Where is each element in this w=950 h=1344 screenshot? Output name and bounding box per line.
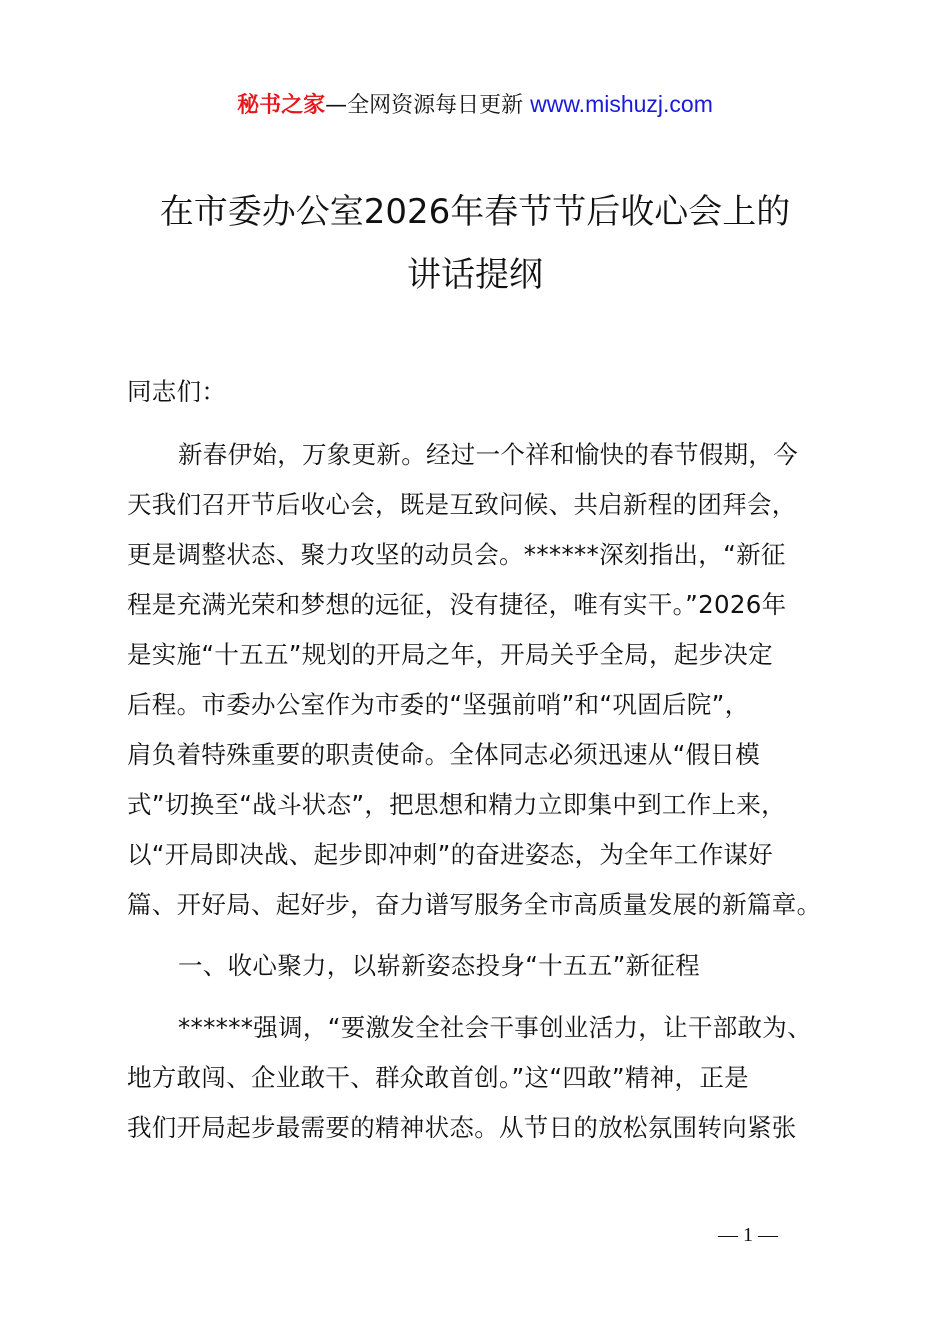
salutation: 同志们： xyxy=(127,377,227,406)
paragraph-line: 是实施“十五五”规划的开局之年，开局关乎全局，起步决定 xyxy=(127,640,773,669)
document-title-line-2: 讲话提纲 xyxy=(407,255,543,295)
paragraph-line: 肩负着特殊重要的职责使命。全体同志必须迅速从“假日模 xyxy=(127,740,760,769)
header-url[interactable]: www.mishuzj.com xyxy=(530,91,713,117)
site-header xyxy=(0,88,950,119)
document-title-line-1: 在市委办公室2026年春节节后收心会上的 xyxy=(159,192,791,232)
paragraph-line: ******强调，“要激发全社会干事创业活力，让干部敢为、 xyxy=(178,1013,812,1042)
paragraph-line: 我们开局起步最需要的精神状态。从节日的放松氛围转向紧张 xyxy=(127,1113,797,1142)
paragraph-line: 更是调整状态、聚力攻坚的动员会。******深刻指出，“新征 xyxy=(127,540,786,569)
brand-name: 秘书之家 xyxy=(237,93,326,118)
paragraph-line: 天我们召开节后收心会，既是互致问候、共启新程的团拜会， xyxy=(127,490,797,519)
paragraph-line: 以“开局即决战、起步即冲刺”的奋进姿态，为全年工作谋好 xyxy=(127,840,773,869)
header-slogan: —全网资源每日更新 xyxy=(325,93,531,118)
page-number: — 1 — xyxy=(718,1224,778,1246)
paragraph-line: 篇、开好局、起好步，奋力谱写服务全市高质量发展的新篇章。 xyxy=(127,890,822,919)
section-heading: 一、收心聚力，以崭新姿态投身“十五五”新征程 xyxy=(178,951,700,980)
paragraph-line: 式”切换至“战斗状态”，把思想和精力立即集中到工作上来， xyxy=(127,790,786,819)
paragraph-line: 地方敢闯、企业敢干、群众敢首创。”这“四敢”精神，正是 xyxy=(127,1063,749,1092)
paragraph-line: 新春伊始，万象更新。经过一个祥和愉快的春节假期，今 xyxy=(178,440,798,469)
paragraph-line: 程是充满光荣和梦想的远征，没有捷径，唯有实干。”2026年 xyxy=(127,590,787,619)
paragraph-line: 后程。市委办公室作为市委的“坚强前哨”和“巩固后院”， xyxy=(127,690,750,719)
